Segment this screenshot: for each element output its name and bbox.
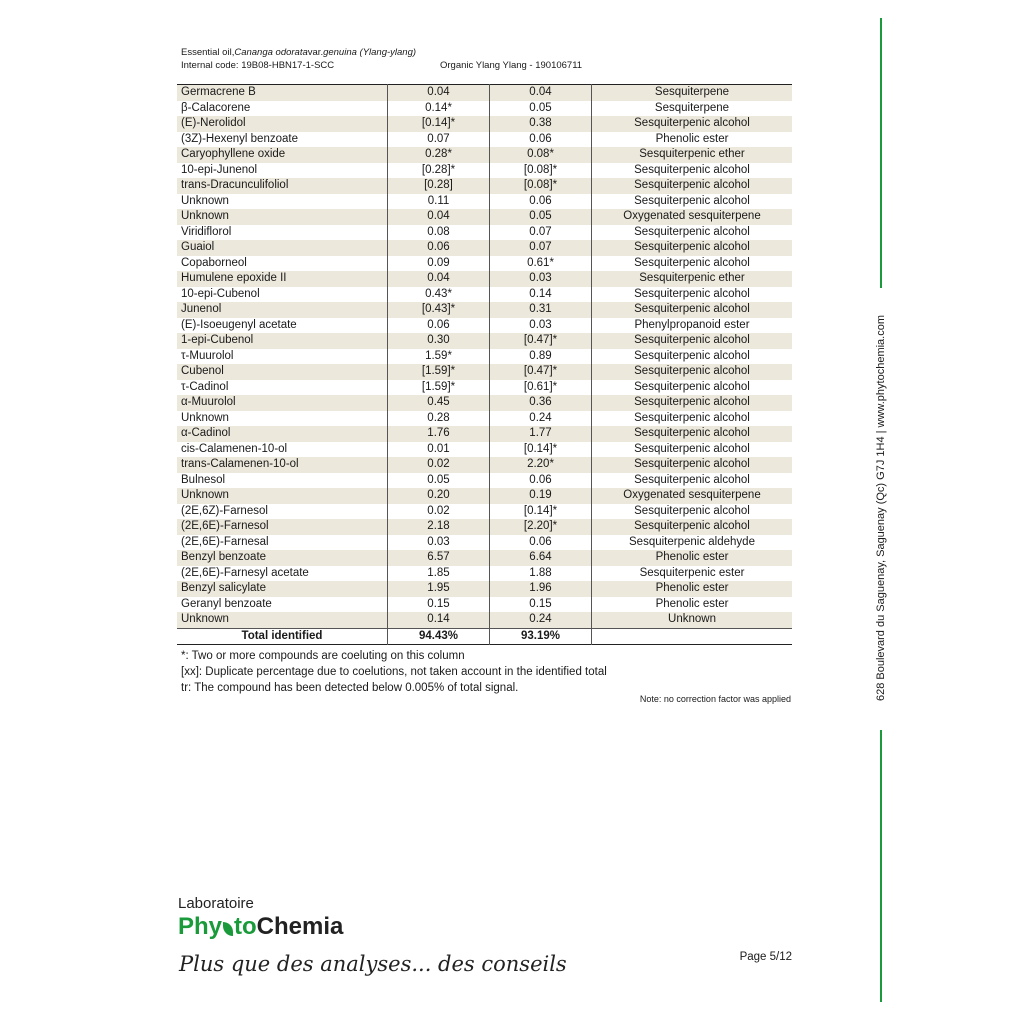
value-col1: 0.28 <box>388 411 490 427</box>
value-col1: 0.08 <box>388 225 490 241</box>
compound-name: α-Muurolol <box>177 395 388 411</box>
value-col1: 0.43* <box>388 287 490 303</box>
value-col2: 0.36 <box>490 395 592 411</box>
value-col2: 0.14 <box>490 287 592 303</box>
compound-name: 10-epi-Cubenol <box>181 287 260 300</box>
compound-name: τ-Cadinol <box>181 380 229 393</box>
value-col2: 0.61* <box>490 256 592 272</box>
value-col2: 0.06 <box>490 473 592 489</box>
value-col2: [0.14]* <box>490 442 592 458</box>
table-row <box>177 132 792 148</box>
compound-family: Oxygenated sesquiterpene <box>592 488 793 504</box>
value-col1: 0.14* <box>388 101 490 117</box>
compound-family: Sesquiterpenic ether <box>592 271 793 287</box>
table-row <box>177 287 792 303</box>
compound-name: Guaiol <box>177 240 388 256</box>
value-col1: [0.14]* <box>388 116 490 132</box>
value-col1: 0.09 <box>388 256 490 272</box>
table-row <box>177 225 792 241</box>
compound-family: Sesquiterpenic alcohol <box>592 302 793 318</box>
oil-variety: genuina (Ylang-ylang) <box>323 47 417 58</box>
address-sidebar: 628 Boulevard du Saguenay, Saguenay (Qc) G7J 1H4 | www.phytochemia.com <box>875 314 887 702</box>
compound-family: Sesquiterpenic alcohol <box>592 163 793 179</box>
value-col2: 0.05 <box>490 101 592 117</box>
value-col1: [0.28]* <box>388 163 490 179</box>
compound-family: Sesquiterpenic alcohol <box>592 287 793 303</box>
value-col1: 0.28* <box>388 147 490 163</box>
compound-name: (2E,6E)-Farnesol <box>177 519 388 535</box>
value-col1: 0.30 <box>388 333 490 349</box>
page-number: Page 5/12 <box>739 951 792 963</box>
value-col2: 0.89 <box>490 349 592 365</box>
table-row <box>177 488 792 504</box>
total-label: Total identified <box>177 628 388 645</box>
value-col1: 0.07 <box>388 132 490 148</box>
compound-name: (2E,6E)-Farnesyl acetate <box>181 566 309 579</box>
compound-name: Unknown <box>177 209 388 225</box>
compound-name: Unknown <box>181 194 229 207</box>
value-col1: 0.20 <box>388 488 490 504</box>
compound-family: Sesquiterpenic alcohol <box>592 194 793 210</box>
value-col1: 0.05 <box>388 473 490 489</box>
logo-brand <box>178 913 343 941</box>
total-row <box>177 628 792 645</box>
value-col2: [0.47]* <box>490 333 592 349</box>
oil-species: Cananga odorata <box>234 47 308 58</box>
value-col2: [0.08]* <box>490 178 592 194</box>
table-row <box>177 550 792 566</box>
compound-name: (2E,6Z)-Farnesol <box>181 504 268 517</box>
table-row <box>177 194 792 210</box>
value-col2: 0.06 <box>490 132 592 148</box>
company-logo <box>178 895 343 941</box>
value-col2: 0.04 <box>490 85 592 101</box>
compound-name: Humulene epoxide II <box>177 271 388 287</box>
value-col1: 0.06 <box>388 240 490 256</box>
compound-family: Phenolic ester <box>592 597 793 613</box>
value-col1: 2.18 <box>388 519 490 535</box>
sample-name: Organic Ylang Ylang - 190106711 <box>440 60 583 71</box>
table-row <box>177 581 792 597</box>
value-col1: 1.59* <box>388 349 490 365</box>
table-row <box>177 163 792 179</box>
compound-family: Sesquiterpenic alcohol <box>592 395 793 411</box>
compound-family: Phenylpropanoid ester <box>592 318 793 334</box>
value-col2: 0.03 <box>490 271 592 287</box>
value-col2: 0.38 <box>490 116 592 132</box>
compound-family: Sesquiterpenic alcohol <box>592 504 793 520</box>
value-col1: [1.59]* <box>388 380 490 396</box>
table-row <box>177 395 792 411</box>
table-row <box>177 318 792 334</box>
compound-family: Sesquiterpenic alcohol <box>592 364 793 380</box>
value-col1: 0.03 <box>388 535 490 551</box>
compound-family: Sesquiterpenic alcohol <box>592 380 793 396</box>
value-col2: [0.14]* <box>490 504 592 520</box>
table-row <box>177 349 792 365</box>
compound-name: Caryophyllene oxide <box>177 147 388 163</box>
value-col2: 0.24 <box>490 612 592 628</box>
table-row <box>177 178 792 194</box>
total-col2: 93.19% <box>490 628 592 645</box>
value-col2: 0.15 <box>490 597 592 613</box>
table-row <box>177 442 792 458</box>
oil-prefix: Essential oil, <box>181 47 235 58</box>
compound-family: Unknown <box>592 612 793 628</box>
compound-family: Sesquiterpenic aldehyde <box>592 535 793 551</box>
value-col1: 0.11 <box>388 194 490 210</box>
value-col2: 0.05 <box>490 209 592 225</box>
table-row <box>177 380 792 396</box>
value-col1: 0.02 <box>388 457 490 473</box>
table-row <box>177 147 792 163</box>
table-row <box>177 504 792 520</box>
value-col2: [0.61]* <box>490 380 592 396</box>
value-col2: 0.24 <box>490 411 592 427</box>
value-col2: 0.03 <box>490 318 592 334</box>
tagline: Plus que des analyses... des conseils <box>179 952 567 976</box>
compound-name: (2E,6E)-Farnesal <box>181 535 269 548</box>
value-col1: 0.02 <box>388 504 490 520</box>
compound-family: Sesquiterpenic alcohol <box>592 333 793 349</box>
compound-name: Geranyl benzoate <box>181 597 272 610</box>
oil-description <box>181 46 416 59</box>
oil-var: var. <box>307 47 324 58</box>
compound-name: Unknown <box>181 411 229 424</box>
value-col1: 1.76 <box>388 426 490 442</box>
value-col1: 6.57 <box>388 550 490 566</box>
value-col1: 0.45 <box>388 395 490 411</box>
value-col2: 0.19 <box>490 488 592 504</box>
value-col2: 1.96 <box>490 581 592 597</box>
value-col2: 0.07 <box>490 240 592 256</box>
compound-name: cis-Calamenen-10-ol <box>181 442 288 455</box>
document-header <box>181 46 583 72</box>
value-col1: 1.85 <box>388 566 490 582</box>
table-row <box>177 612 792 628</box>
compound-name: trans-Dracunculifoliol <box>177 178 388 194</box>
value-col1: 0.04 <box>388 209 490 225</box>
logo-brand-to: to <box>234 913 257 940</box>
table-row <box>177 209 792 225</box>
logo-lab-text: Laboratoire <box>178 895 254 912</box>
table-row <box>177 333 792 349</box>
compound-family: Sesquiterpene <box>592 101 793 117</box>
value-col1: 0.06 <box>388 318 490 334</box>
table-row <box>177 411 792 427</box>
footnote-trace: tr: The compound has been detected below 0.005% of total signal. <box>181 682 519 694</box>
compound-name: Unknown <box>177 488 388 504</box>
compound-table-body <box>177 85 792 645</box>
value-col1: 0.15 <box>388 597 490 613</box>
value-col2: 2.20* <box>490 457 592 473</box>
compound-name: Copaborneol <box>181 256 247 269</box>
value-col1: 0.04 <box>388 271 490 287</box>
side-rule-top <box>880 18 882 288</box>
compound-family: Sesquiterpenic alcohol <box>592 426 793 442</box>
compound-family: Sesquiterpenic alcohol <box>592 256 793 272</box>
table-row <box>177 597 792 613</box>
compound-name: (3Z)-Hexenyl benzoate <box>181 132 298 145</box>
value-col2: [0.08]* <box>490 163 592 179</box>
table-row <box>177 457 792 473</box>
table-row <box>177 535 792 551</box>
value-col1: [0.43]* <box>388 302 490 318</box>
table-row <box>177 116 792 132</box>
compound-name: Germacrene B <box>177 85 388 101</box>
compound-family: Sesquiterpenic alcohol <box>592 178 793 194</box>
value-col2: 0.06 <box>490 194 592 210</box>
table-row <box>177 240 792 256</box>
compound-family: Phenolic ester <box>592 550 793 566</box>
compound-name: 1-epi-Cubenol <box>177 333 388 349</box>
table-row <box>177 426 792 442</box>
table-row <box>177 256 792 272</box>
compound-name: Cubenol <box>177 364 388 380</box>
compound-name: Viridiflorol <box>181 225 232 238</box>
table-row <box>177 519 792 535</box>
compound-family: Sesquiterpenic alcohol <box>592 411 793 427</box>
leaf-icon <box>223 922 233 936</box>
compound-name: Bulnesol <box>181 473 226 486</box>
logo-brand-chemia: Chemia <box>256 913 344 940</box>
compound-name: Benzyl benzoate <box>177 550 388 566</box>
value-col2: 0.07 <box>490 225 592 241</box>
value-col1: 0.01 <box>388 442 490 458</box>
value-col2: 1.77 <box>490 426 592 442</box>
compound-family: Sesquiterpenic alcohol <box>592 442 793 458</box>
logo-brand-phy: Phy <box>178 913 223 940</box>
compound-family: Sesquiterpenic ether <box>592 147 793 163</box>
table-row <box>177 271 792 287</box>
value-col2: 0.31 <box>490 302 592 318</box>
compound-name: (E)-Nerolidol <box>177 116 388 132</box>
side-rule-bottom <box>880 730 882 1002</box>
value-col2: [0.47]* <box>490 364 592 380</box>
value-col1: 1.95 <box>388 581 490 597</box>
compound-name: Unknown <box>177 612 388 628</box>
compound-family: Phenolic ester <box>592 581 793 597</box>
table-row <box>177 302 792 318</box>
compound-family: Sesquiterpene <box>592 85 793 101</box>
compound-name: trans-Calamenen-10-ol <box>177 457 388 473</box>
compound-name: Junenol <box>177 302 388 318</box>
compound-name: Benzyl salicylate <box>177 581 388 597</box>
footnote-coelution: *: Two or more compounds are coeluting on this column <box>181 650 465 662</box>
value-col2: 0.06 <box>490 535 592 551</box>
value-col2: 1.88 <box>490 566 592 582</box>
total-col1: 94.43% <box>388 628 490 645</box>
value-col1: 0.04 <box>388 85 490 101</box>
compound-family: Sesquiterpenic alcohol <box>592 349 793 365</box>
value-col2: 6.64 <box>490 550 592 566</box>
compound-name: β-Calacorene <box>181 101 251 114</box>
footnotes <box>181 648 607 696</box>
value-col1: [1.59]* <box>388 364 490 380</box>
compound-family: Sesquiterpenic alcohol <box>592 473 793 489</box>
compound-family: Phenolic ester <box>592 132 793 148</box>
compound-family: Sesquiterpenic alcohol <box>592 225 793 241</box>
compound-family: Sesquiterpenic alcohol <box>592 519 793 535</box>
compound-name: τ-Muurolol <box>181 349 234 362</box>
table-row <box>177 566 792 582</box>
correction-note: Note: no correction factor was applied <box>639 694 791 704</box>
compound-name: α-Cadinol <box>177 426 388 442</box>
compound-family: Sesquiterpenic alcohol <box>592 240 793 256</box>
compound-family: Sesquiterpenic alcohol <box>592 116 793 132</box>
compound-name: 10-epi-Junenol <box>181 163 258 176</box>
value-col1: [0.28] <box>388 178 490 194</box>
compound-family: Oxygenated sesquiterpene <box>592 209 793 225</box>
table-row <box>177 85 792 101</box>
value-col1: 0.14 <box>388 612 490 628</box>
value-col2: 0.08* <box>490 147 592 163</box>
internal-code: Internal code: 19B08-HBN17-1-SCC <box>181 60 335 71</box>
compound-family: Sesquiterpenic ester <box>592 566 793 582</box>
table-row <box>177 101 792 117</box>
table-row <box>177 473 792 489</box>
table-row <box>177 364 792 380</box>
footnote-duplicate: [xx]: Duplicate percentage due to coelutions, not taken account in the identified total <box>181 666 607 678</box>
compound-name: (E)-Isoeugenyl acetate <box>181 318 297 331</box>
compound-family: Sesquiterpenic alcohol <box>592 457 793 473</box>
compound-table <box>177 84 792 645</box>
value-col2: [2.20]* <box>490 519 592 535</box>
total-empty <box>592 628 793 645</box>
